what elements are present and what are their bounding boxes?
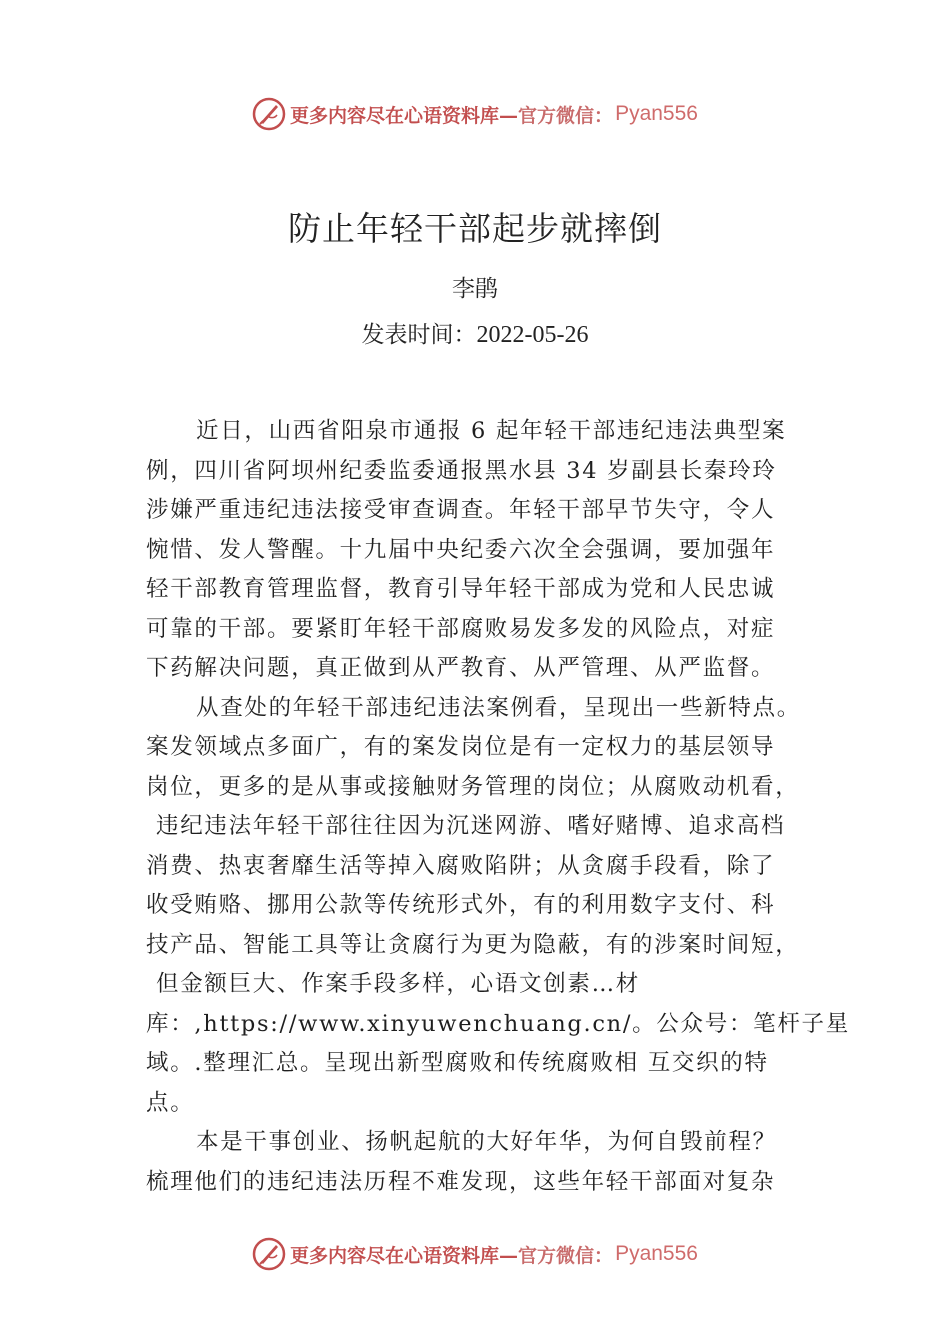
text-line: 技产品、智能工具等让贪腐行为更为隐蔽，有的涉案时间短， bbox=[146, 931, 800, 958]
banner-text: 更多内容尽在心语资料库— bbox=[290, 1244, 519, 1267]
text-line: 梳理他们的违纪违法历程不难发现，这些年轻干部面对复杂 bbox=[146, 1168, 776, 1195]
text-line: 违纪违法年轻干部往往因为沉迷网游、嗜好赌博、追求高档 bbox=[156, 813, 786, 839]
date-label: 发表时间： bbox=[361, 322, 477, 348]
text-line: 库：,https://www.xinyuwenchuang.cn/。公众号：笔杆子星 bbox=[146, 1010, 850, 1037]
text-line: 案发领域点多面广，有的案发岗位是有一定权力的基层领导 bbox=[146, 734, 776, 760]
text-line: 轻干部教育管理监督，教育引导年轻干部成为党和人民忠诚 bbox=[146, 576, 776, 602]
banner-wechat-id: Pyan556 bbox=[615, 102, 698, 125]
text-line: 下药解决问题，真正做到从严教育、从严管理、从严监督。 bbox=[146, 655, 776, 681]
text-line: 域。.整理汇总。呈现出新型腐败和传统腐败相 互交织的特 bbox=[146, 1050, 769, 1076]
text-line: 但金额巨大、作案手段多样，心语文创素…材 bbox=[156, 971, 641, 997]
text-line: 例，四川省阿坝州纪委监委通报黑水县 34 岁副县长秦玲玲 bbox=[146, 457, 777, 484]
text-line: 岗位，更多的是从事或接触财务管理的岗位；从腐败动机看， bbox=[146, 773, 800, 800]
quill-logo-icon bbox=[252, 1237, 286, 1271]
article-author: 李鹃 bbox=[452, 276, 498, 302]
text-line: 惋惜、发人警醒。十九届中央纪委六次全会强调，要加强年 bbox=[146, 536, 776, 563]
quill-logo-icon bbox=[252, 97, 286, 131]
article-date bbox=[0, 316, 950, 349]
article-title: 防止年轻干部起步就摔倒 bbox=[288, 209, 662, 248]
banner-wechat-label: 官方微信： bbox=[518, 104, 614, 127]
paragraph-2 bbox=[146, 689, 850, 1124]
article-body bbox=[146, 412, 850, 1202]
text-line: 收受贿赂、挪用公款等传统形式外，有的利用数字支付、科 bbox=[146, 892, 776, 918]
text-line: 消费、热衷奢靡生活等掉入腐败陷阱；从贪腐手段看，除了 bbox=[146, 852, 776, 879]
banner-wechat-label: 官方微信： bbox=[518, 1244, 614, 1267]
paragraph-1 bbox=[146, 412, 836, 689]
banner-text: 更多内容尽在心语资料库— bbox=[290, 104, 519, 127]
text-line: 近日，山西省阳泉市通报 6 起年轻干部违纪违法典型案 bbox=[196, 418, 787, 444]
text-line: 涉嫌严重违纪违法接受审查调查。年轻干部早节失守，令人 bbox=[146, 497, 776, 523]
footer-banner bbox=[0, 1234, 950, 1274]
text-line: 本是干事创业、扬帆起航的大好年华，为何自毁前程？ bbox=[196, 1129, 777, 1155]
text-line: 从查处的年轻干部违纪违法案例看，呈现出一些新特点。 bbox=[196, 694, 802, 721]
header-banner bbox=[0, 94, 950, 134]
paragraph-3 bbox=[146, 1123, 836, 1202]
text-line: 可靠的干部。要紧盯年轻干部腐败易发多发的风险点，对症 bbox=[146, 615, 776, 642]
date-value: 2022-05-26 bbox=[476, 322, 589, 348]
banner-wechat-id: Pyan556 bbox=[615, 1242, 698, 1265]
text-line: 点。 bbox=[146, 1089, 195, 1116]
